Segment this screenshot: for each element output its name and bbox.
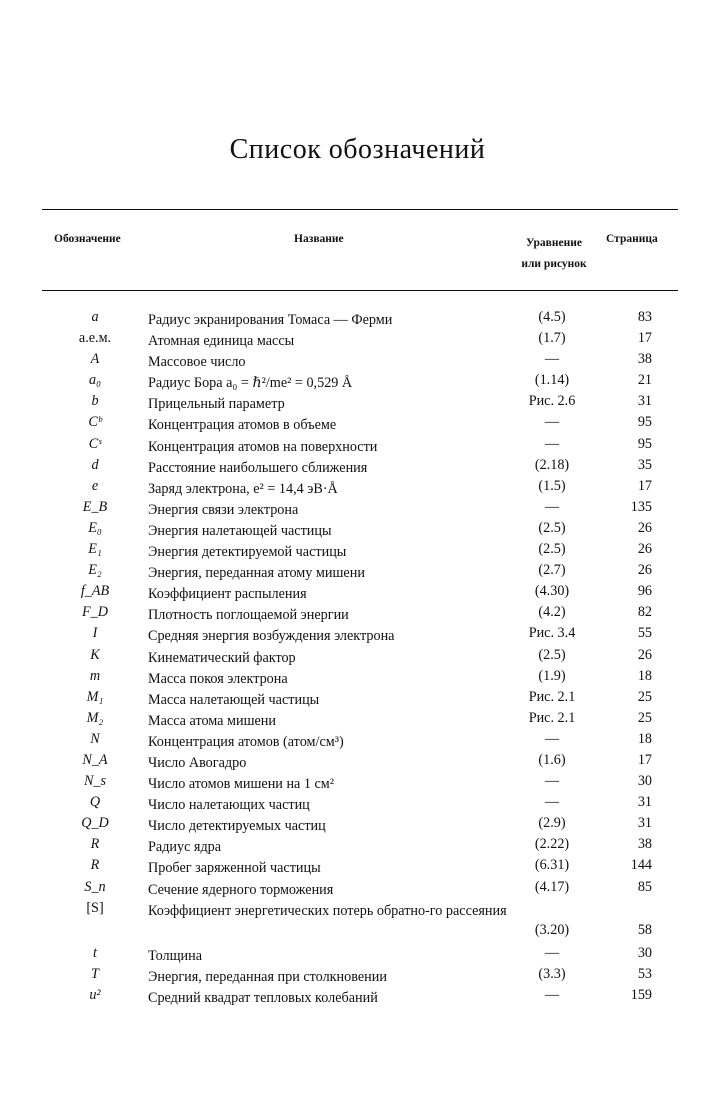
- row-symbol: f_AB: [80, 583, 110, 600]
- row-equation: Рис. 2.6: [528, 393, 576, 410]
- table-row: [0, 623, 715, 644]
- row-page: 18: [637, 667, 652, 684]
- row-equation: (1.6): [538, 751, 566, 768]
- row-symbol: R: [90, 836, 100, 853]
- row-equation: Рис. 2.1: [528, 709, 576, 726]
- table-row: [0, 412, 715, 433]
- table-row: [0, 771, 715, 792]
- row-name: Энергия детектируемой частицы: [148, 544, 347, 561]
- row-equation: (2.9): [538, 815, 566, 832]
- row-page: 30: [637, 944, 652, 961]
- row-page: 26: [637, 541, 652, 558]
- table-row: [0, 750, 715, 771]
- notation-table: [0, 307, 715, 1006]
- row-name: Коэффициент энергетических потерь обратно-го рассеяния: [148, 902, 507, 919]
- header-equation-line2: или рисунок: [521, 258, 587, 270]
- row-equation: (1.7): [538, 330, 566, 347]
- row-equation: (3.20): [534, 921, 570, 938]
- table-row: [0, 855, 715, 876]
- header-page: Страница: [606, 233, 658, 245]
- row-name: Кинематический фактор: [148, 649, 296, 666]
- row-name: Концентрация атомов на поверхности: [148, 438, 378, 455]
- row-name: Масса атома мишени: [148, 712, 276, 729]
- row-equation: —: [544, 730, 560, 747]
- row-symbol: K: [90, 646, 100, 663]
- row-equation: (2.5): [538, 646, 566, 663]
- table-row: [0, 834, 715, 855]
- row-page: 18: [637, 730, 652, 747]
- row-equation: (4.2): [538, 604, 566, 621]
- table-row: [0, 687, 715, 708]
- row-name: Сечение ядерного торможения: [148, 881, 334, 898]
- row-symbol: E₀: [88, 519, 102, 536]
- row-equation: —: [544, 435, 560, 452]
- row-name: Расстояние наибольшего сближения: [148, 459, 368, 476]
- row-symbol: [S]: [86, 899, 104, 916]
- row-symbol: E₁: [88, 541, 102, 558]
- row-name: Радиус Бора a₀ = ℏ²/me² = 0,529 Å: [148, 375, 353, 392]
- row-symbol: A: [90, 351, 100, 368]
- row-name: Масса покоя электрона: [148, 670, 288, 687]
- row-name: Плотность поглощаемой энергии: [148, 607, 349, 624]
- table-row: [0, 898, 715, 943]
- row-symbol: R: [90, 857, 100, 874]
- row-name: Толщина: [148, 947, 202, 964]
- row-equation: (2.5): [538, 519, 566, 536]
- row-page: 38: [637, 836, 652, 853]
- row-symbol: e: [91, 477, 99, 494]
- row-page: 82: [637, 604, 652, 621]
- row-page: 17: [637, 330, 652, 347]
- row-symbol: m: [89, 667, 101, 684]
- table-row: [0, 985, 715, 1006]
- row-equation: (4.5): [538, 309, 566, 325]
- row-name: Энергия связи электрона: [148, 501, 299, 518]
- row-page: 85: [637, 878, 652, 895]
- table-row: [0, 518, 715, 539]
- table-row: [0, 349, 715, 370]
- row-equation: (6.31): [534, 857, 570, 874]
- row-page: 55: [637, 625, 652, 642]
- row-page: 17: [637, 751, 652, 768]
- row-name: Коэффициент распыления: [148, 586, 307, 603]
- row-name: Пробег заряженной частицы: [148, 860, 321, 877]
- row-name: Массовое число: [148, 354, 246, 371]
- top-rule: [42, 209, 678, 210]
- row-symbol: Q: [89, 794, 101, 811]
- row-page: 144: [630, 857, 652, 874]
- row-page: 135: [630, 498, 652, 515]
- row-name: Энергия, переданная при столкновении: [148, 968, 387, 985]
- page-title: Список обозначений: [229, 134, 486, 165]
- row-symbol: M₂: [86, 709, 104, 726]
- table-row: [0, 391, 715, 412]
- table-row: [0, 964, 715, 985]
- header-rule: [42, 290, 678, 291]
- row-page: 21: [637, 372, 652, 389]
- table-row: [0, 708, 715, 729]
- table-row: [0, 455, 715, 476]
- row-page: 31: [637, 815, 652, 832]
- row-name: Число Авогадро: [148, 754, 247, 771]
- row-name: Число налетающих частиц: [148, 797, 310, 814]
- row-equation: —: [544, 498, 560, 515]
- row-name: Средняя энергия возбуждения электрона: [148, 628, 395, 645]
- row-name: Концентрация атомов в объеме: [148, 417, 337, 434]
- row-equation: (1.14): [534, 372, 570, 389]
- header-equation: [514, 233, 594, 275]
- row-page: 58: [637, 921, 652, 938]
- row-symbol: Cˢ: [88, 435, 102, 452]
- row-symbol: N: [90, 730, 100, 747]
- row-symbol: F_D: [81, 604, 108, 621]
- table-row: [0, 539, 715, 560]
- row-symbol: а.е.м.: [78, 330, 112, 347]
- row-symbol: N_s: [83, 773, 107, 790]
- row-equation: —: [544, 986, 560, 1003]
- row-name: Заряд электрона, e² = 14,4 эВ·Å: [148, 480, 338, 497]
- row-symbol: a₀: [88, 372, 102, 389]
- row-page: 26: [637, 519, 652, 536]
- row-name: Прицельный параметр: [148, 396, 285, 413]
- row-page: 35: [637, 456, 652, 473]
- row-name: Число атомов мишени на 1 см²: [148, 776, 335, 793]
- row-equation: —: [544, 414, 560, 431]
- row-name: Атомная единица массы: [148, 333, 295, 350]
- row-equation: (4.17): [534, 878, 570, 895]
- row-equation: —: [544, 351, 560, 368]
- row-symbol: b: [91, 393, 99, 410]
- row-equation: (2.5): [538, 541, 566, 558]
- header-symbol: Обозначение: [54, 233, 121, 245]
- row-page: 26: [637, 646, 652, 663]
- row-symbol: Q_D: [81, 815, 109, 832]
- row-page: 95: [637, 414, 652, 431]
- row-name: Масса налетающей частицы: [148, 691, 320, 708]
- row-symbol: S_n: [84, 878, 106, 895]
- row-page: 38: [637, 351, 652, 368]
- table-row: [0, 581, 715, 602]
- row-symbol: T: [91, 965, 99, 982]
- row-page: 25: [637, 688, 652, 705]
- row-name: Радиус ядра: [148, 839, 222, 856]
- table-row: [0, 792, 715, 813]
- row-equation: Рис. 2.1: [528, 688, 576, 705]
- table-row: [0, 434, 715, 455]
- table-row: [0, 307, 715, 328]
- row-symbol: N_A: [82, 751, 108, 768]
- row-equation: (1.5): [538, 477, 566, 494]
- row-page: 96: [637, 583, 652, 600]
- row-page: 31: [637, 794, 652, 811]
- row-name: Энергия налетающей частицы: [148, 522, 332, 539]
- row-symbol: u²: [89, 986, 101, 1003]
- table-row: [0, 328, 715, 349]
- table-row: [0, 370, 715, 391]
- table-row: [0, 497, 715, 518]
- row-equation: (1.9): [538, 667, 566, 684]
- row-page: 83: [637, 309, 652, 325]
- row-symbol: E_B: [82, 498, 108, 515]
- row-equation: (4.30): [534, 583, 570, 600]
- table-row: [0, 729, 715, 750]
- table-row: [0, 560, 715, 581]
- row-symbol: M₁: [86, 688, 104, 705]
- row-page: 159: [630, 986, 652, 1003]
- row-page: 95: [637, 435, 652, 452]
- row-symbol: a: [91, 309, 99, 325]
- row-name: Радиус экранирования Томаса — Ферми: [148, 312, 393, 328]
- table-row: [0, 645, 715, 666]
- row-equation: (2.18): [534, 456, 570, 473]
- row-symbol: Cᵇ: [88, 414, 102, 431]
- row-page: 53: [637, 965, 652, 982]
- row-name: Средний квадрат тепловых колебаний: [148, 989, 378, 1006]
- row-symbol: d: [91, 456, 99, 473]
- row-equation: (2.7): [538, 562, 566, 579]
- table-row: [0, 476, 715, 497]
- header-name: Название: [294, 233, 344, 245]
- row-name: Число детектируемых частиц: [148, 818, 326, 835]
- row-name: Энергия, переданная атому мишени: [148, 565, 365, 582]
- row-equation: —: [544, 944, 560, 961]
- row-symbol: E₂: [88, 562, 102, 579]
- row-equation: —: [544, 794, 560, 811]
- row-page: 31: [637, 393, 652, 410]
- row-equation: —: [544, 773, 560, 790]
- row-equation: Рис. 3.4: [528, 625, 576, 642]
- table-row: [0, 943, 715, 964]
- row-equation: (3.3): [538, 965, 566, 982]
- row-equation: (2.22): [534, 836, 570, 853]
- table-row: [0, 602, 715, 623]
- table-row: [0, 877, 715, 898]
- row-name: Концентрация атомов (атом/см³): [148, 733, 344, 750]
- row-page: 17: [637, 477, 652, 494]
- row-symbol: I: [92, 625, 98, 642]
- row-page: 26: [637, 562, 652, 579]
- row-page: 30: [637, 773, 652, 790]
- row-page: 25: [637, 709, 652, 726]
- table-row: [0, 813, 715, 834]
- row-symbol: t: [93, 944, 97, 961]
- header-equation-line1: Уравнение: [526, 237, 582, 249]
- table-row: [0, 666, 715, 687]
